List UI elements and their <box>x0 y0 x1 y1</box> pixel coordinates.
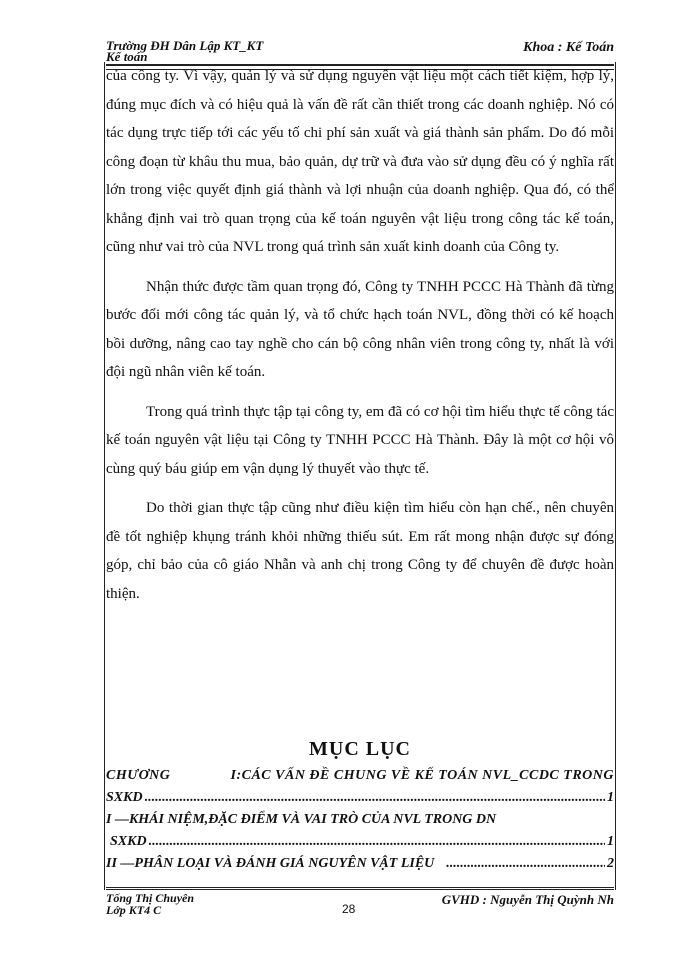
toc-item1-cont: SXKD <box>110 834 147 849</box>
toc-leader-dots <box>145 787 605 809</box>
footer-advisor: GVHD : Nguyễn Thị Quỳnh Nh <box>441 892 614 907</box>
page-border-right <box>615 62 616 890</box>
toc-item1-title: I —KHÁI NIỆM,ĐẶC ĐIỂM VÀ VAI TRÒ CỦA NVL TRONG DN <box>106 812 497 827</box>
page-number: 28 <box>342 902 356 916</box>
toc-chapter-line <box>106 787 614 809</box>
toc-chapter-page: 1 <box>607 790 614 805</box>
header-school-line1: Trường ĐH Dân Lập KT_KT <box>106 38 264 53</box>
paragraph-2: Nhận thức được tầm quan trọng đó, Công ty TNHH PCCC Hà Thành đã từng bước đổi mới công tác quản lý, và tổ chức hạch toán NVL, đồng thời có kế hoạch bồi dưỡng, nâng cao tay nghề cho cán bộ công nhân viên trong công ty, nhất là với đội ngũ nhân viên kế toán. <box>106 278 614 380</box>
paragraph-1: của công ty. Vì vậy, quản lý và sử dụng nguyên vật liệu một cách tiết kiệm, hợp lý, đúng mục đích và có hiệu quả là vấn đề rất cần thiết trong các doanh nghiệp. Nó có tác dụng trực tiếp tới các yếu tố chi phí sản xuất và giá thành sản phẩm. Do đó mỗi công đoạn từ khâu thu mua, bảo quản, dự trữ và đưa vào sử dụng đều có ý nghĩa rất lớn trong việc quyết định giá thành và lợi nhuận của doanh nghiệp. Qua đó, có thể khẳng định vai trò quan trọng của kế toán nguyên vật liệu trong công tác kế toán, cũng như vai trò của NVL trong quá trình sản xuất kinh doanh của Công ty. <box>106 68 614 255</box>
toc-entry-chapter-1[interactable] <box>106 765 614 809</box>
toc-chapter-prefix: CHƯƠNG <box>106 768 171 783</box>
toc-item1-line <box>106 831 614 853</box>
footer-student <box>106 892 194 916</box>
footer-student-name: Tống Thị Chuyên <box>106 891 195 905</box>
header-school-line2: Kế toán <box>106 49 148 64</box>
toc-chapter-title: I:CÁC VẤN ĐỀ CHUNG VỀ KẾ TOÁN NVL_CCDC TRONG <box>230 768 614 783</box>
toc-chapter-cont: SXKD <box>106 790 143 805</box>
toc-item2-title: II —PHÂN LOẠI VÀ ĐÁNH GIÁ NGUYÊN VẬT LIỆU <box>106 856 435 871</box>
toc-item1-page: 1 <box>607 834 614 849</box>
header-school <box>106 40 263 62</box>
body-text <box>106 62 614 619</box>
paragraph-4: Do thời gian thực tập cũng như điều kiện tìm hiểu còn hạn chế., nên chuyên đề tốt nghiệp khụng tránh khỏi những thiếu sút. Em rất mong nhận được sự đóng góp, chỉ bảo của cô giáo Nhẫn và anh chị trong Công ty để chuyên đề được hoàn thiện. <box>106 500 614 602</box>
paragraph-3: Trong quá trình thực tập tại công ty, em đã có cơ hội tìm hiểu thực tế công tác kế toán nguyên vật liệu tại Công ty TNHH PCCC Hà Thành. Đây là một cơ hội vô cùng quý báu giúp em vận dụng lý thuyết vào thực tế. <box>106 403 614 477</box>
footer-class: Lớp KT4 C <box>106 903 162 917</box>
toc-item2-page: 2 <box>607 856 614 871</box>
toc-leader-dots <box>149 831 605 853</box>
page-footer <box>106 892 614 922</box>
toc-title: MỤC LỤC <box>309 738 411 760</box>
toc-leader-dots <box>446 853 605 875</box>
toc-entry-section-1[interactable] <box>106 809 614 853</box>
toc-item2-line <box>106 853 614 875</box>
header-faculty: Khoa : Kế Toán <box>523 40 614 55</box>
page-border-left <box>104 62 105 890</box>
table-of-contents <box>106 738 614 875</box>
toc-entry-section-2[interactable] <box>106 853 614 875</box>
toc-chapter-heading <box>106 765 614 787</box>
